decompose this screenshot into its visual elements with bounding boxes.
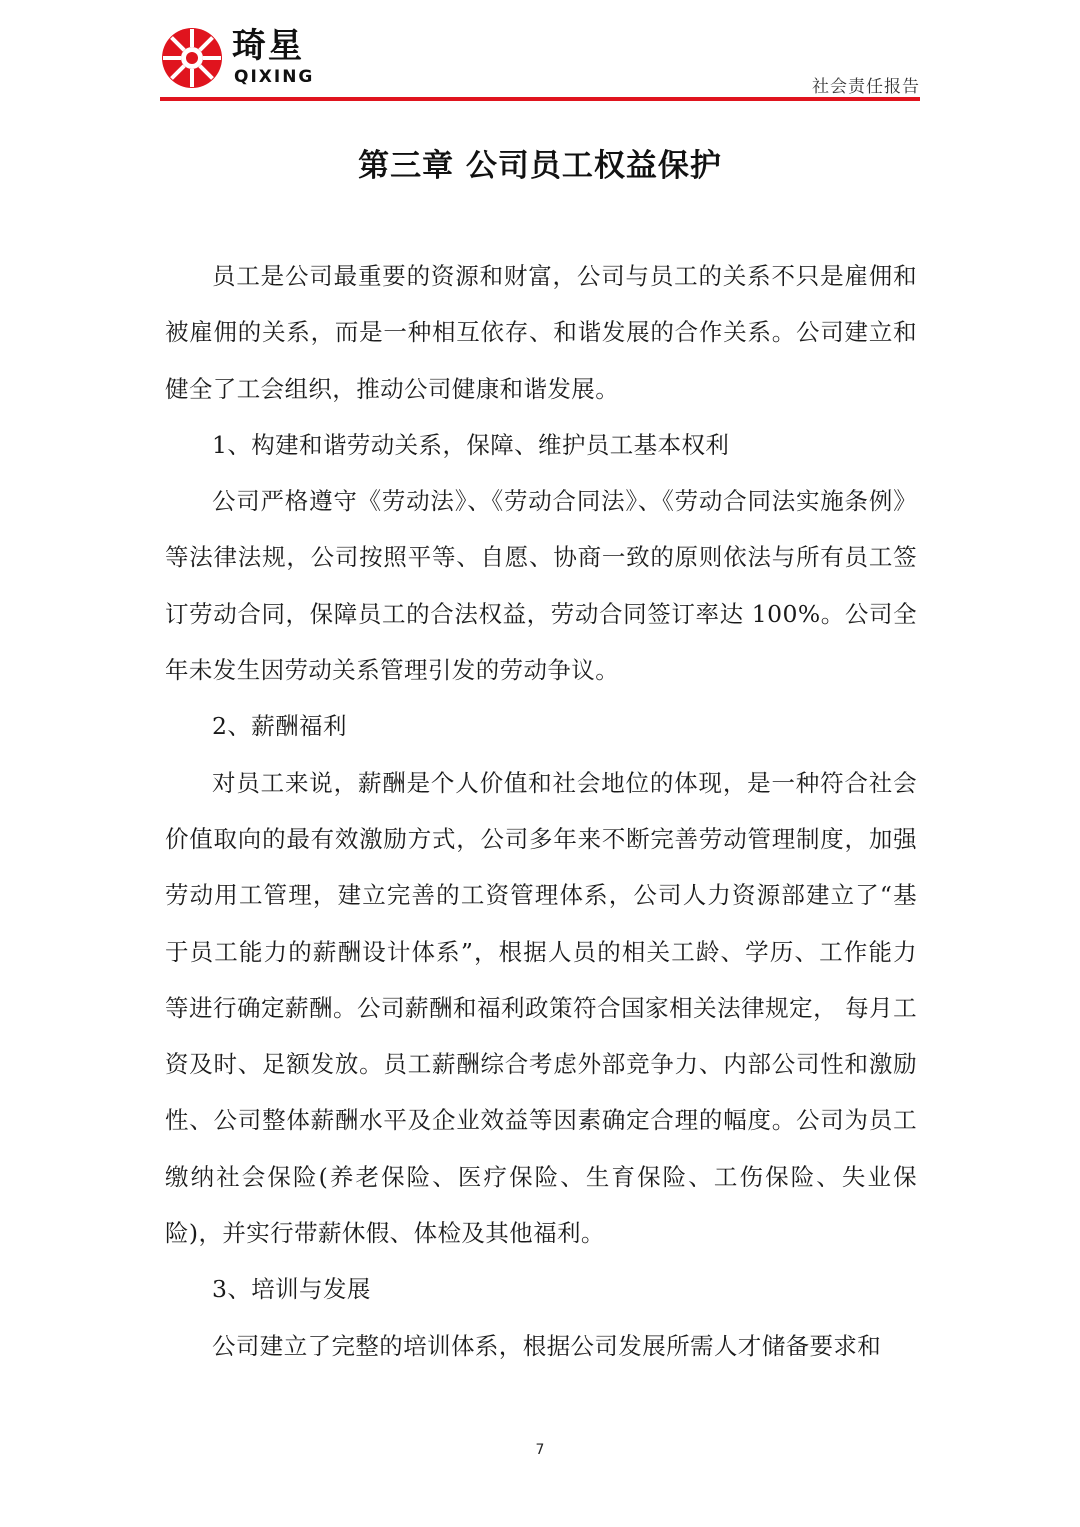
- logo-chinese-name: 琦星: [232, 26, 304, 66]
- page-header: [160, 22, 920, 100]
- section-body-training: 公司建立了完整的培训体系，根据公司发展所需人才储备要求和: [212, 1331, 882, 1360]
- logo-english-name: QIXING: [234, 67, 315, 87]
- section-heading-compensation: 2、薪酬福利: [212, 712, 347, 741]
- document-body: [165, 248, 917, 1374]
- section-body-compensation: 对员工来说，薪酬是个人价值和社会地位的体现，是一种符合社会价值取向的最有效激励方式，公司多年来不断完善劳动管理制度，加强劳动用工管理，建立完善的工资管理体系，公司人力资源部建立了“基于员工能力的薪酬设计体系”，根据人员的相关工龄、学历、工作能力等进行确定薪酬。公司薪酬和福利政策符合国家相关法律规定， 每月工资及时、足额发放。员工薪酬综合考虑外部竞争力、内部公司性和激励性、公司整体薪酬水平及企业效益等因素确定合理的幅度。公司为员工缴纳社会保险(养老保险、医疗保险、生育保险、工伤保险、失业保险)，并实行带薪休假、体检及其他福利。: [165, 768, 917, 1248]
- qixing-emblem-icon: [160, 26, 224, 90]
- section-heading-training: 3、培训与发展: [212, 1275, 371, 1304]
- section-body-labor-relations: 公司严格遵守《劳动法》、《劳动合同法》、《劳动合同法实施条例》等法律法规，公司按照平等、自愿、协商一致的原则依法与所有员工签订劳动合同，保障员工的合法权益，劳动合同签订率达 100%。公司全年未发生因劳动关系管理引发的劳动争议。: [165, 487, 917, 685]
- report-label: 社会责任报告: [812, 77, 920, 97]
- header-divider: [160, 97, 920, 101]
- company-logo: [160, 26, 360, 90]
- section-heading-labor-relations: 1、构建和谐劳动关系，保障、维护员工基本权利: [212, 430, 730, 459]
- chapter-title: 第三章 公司员工权益保护: [358, 148, 722, 184]
- page-number: 7: [535, 1442, 545, 1458]
- intro-paragraph: 员工是公司最重要的资源和财富，公司与员工的关系不只是雇佣和被雇佣的关系，而是一种相互依存、和谐发展的合作关系。公司建立和健全了工会组织，推动公司健康和谐发展。: [165, 262, 917, 403]
